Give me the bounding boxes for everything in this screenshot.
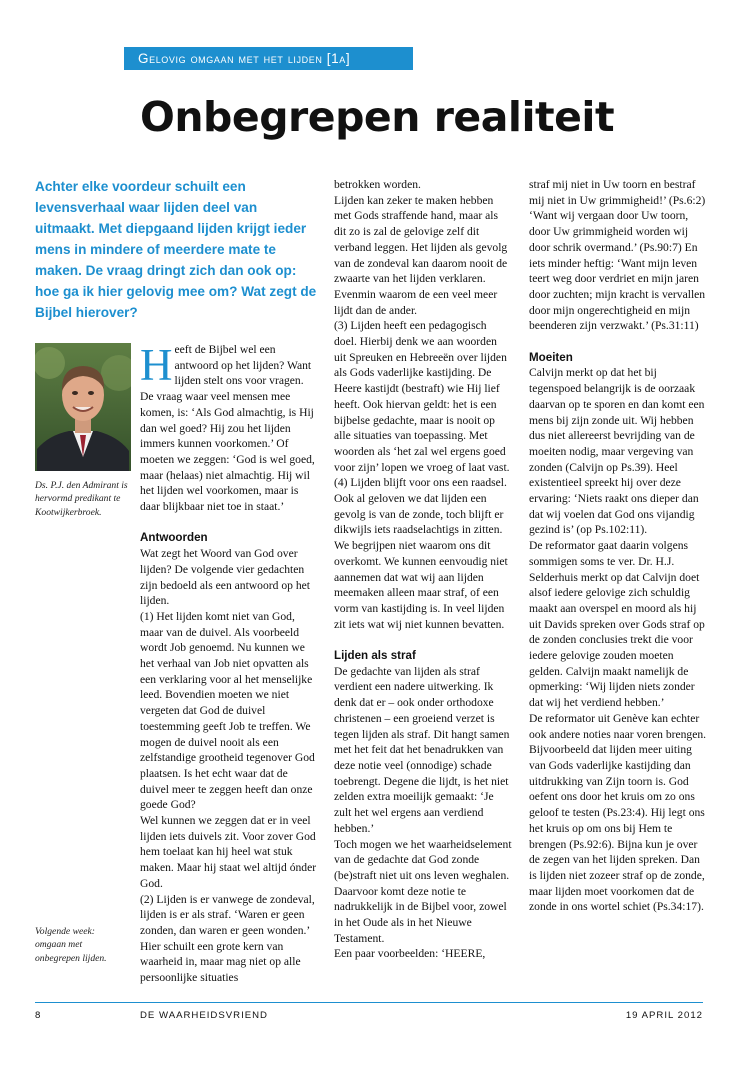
next-week-note: Volgende week: omgaan met onbegrepen lijden. — [35, 926, 107, 964]
paragraph: Lijden kan zeker te maken hebben met Gods straffende hand, maar als dit zo is zal de gelovige zelf dit verband leggen. Het lijden als gevolg van de zondeval kan daarom nooit de zwaarte van het lijden verklaren. Evenmin waarom de een veel meer lijdt dan de ander. — [334, 193, 508, 317]
subheading-antwoorden: Antwoorden — [140, 531, 208, 545]
paragraph: De reformator gaat daarin volgens sommigen soms te ver. Dr. H.J. Selderhuis merkt op dat Calvijn doet alsof iedere gelovige zich schuldig maakt aan overspel en moord als hij uit Davids spreken over Gods straf op de zonden conclusies trekt die voor iedere gelovige zouden moeten gelden. Calvijn maakt namelijk de opmerking: ‘Wij lijden niets zonder dat wij het verdiend hebben.’ — [529, 539, 705, 710]
publication-name: DE WAARHEIDSVRIEND — [140, 1010, 268, 1021]
article-column-2 — [334, 177, 512, 962]
paragraph: De gedachte van lijden als straf verdient een nadere uitwerking. Ik denk dat er – ook onder orthodoxe christenen – een groeiend verzet is tegen lijden als straf. Dit hangt samen met het feit dat het benadrukken van deze notie veel (onnodige) schade toebrengt. Degene die lijdt, is het niet zelden extra moeilijk gemaakt: ‘Je zult het wel ergens aan verdiend hebben.’ — [334, 664, 510, 835]
paragraph: (3) Lijden heeft een pedagogisch doel. Hierbij denk we aan woorden uit Spreuken en Hebreeën over lijden als Gods vaderlijke kastijding. De Heere kastijdt (bestraft) wie Hij lief heeft. Ook hiervan geldt: het is een bijbelse gedachte, maar is nooit op alle situaties van toepassing. Met woorden als ‘het zal wel ergens goed voor zijn’ lopen we vroeg of laat vast. — [334, 319, 510, 474]
article-column-3 — [529, 177, 707, 915]
paragraph: (1) Het lijden komt niet van God, maar van de duivel. Als voorbeeld wordt Job genoemd. Nu kunnen we het verhaal van Job niet opvatten als een verklaring voor al het menselijke leed. Bovendien moeten we niet vergeten dat God de duivel toestemming geeft Job te treffen. We mogen de duivel nooit als een zelfstandige grootheid tegenover God plaatsen. Is het echt waar dat de duivel meer te zeggen heeft dan onze goede God? — [140, 609, 315, 812]
author-portrait-icon — [35, 343, 131, 471]
article-title: Onbegrepen realiteit — [140, 93, 615, 141]
intro-lead: Achter elke voordeur schuilt een levensverhaal waar lijden deel van uitmaakt. Met diepgaand lijden krijgt ieder mens in mindere of meerdere mate te maken. De vraag dringt zich dan ook op: hoe ga ik hier gelovig mee om? Wat zegt de Bijbel hierover? — [35, 179, 317, 320]
section-banner: Gelovig omgaan met het lijden [1a] — [124, 47, 413, 70]
drop-cap: H — [140, 340, 173, 390]
page-number: 8 — [35, 1010, 42, 1021]
paragraph: betrokken worden. — [334, 178, 421, 191]
paragraph: (4) Lijden blijft voor ons een raadsel. Ook al geloven we dat lijden een gevolg is van de zonde, toch blijft er dikwijls iets raadselachtigs in zitten. We begrijpen niet waarom ons dit overkomt. We kunnen eenvoudig niet aannemen dat wat wij aan lijden meemaken alleen maar straf, of een vorm van kastijding is. In veel lijden zit iets wat wij niet kunnen bevatten. — [334, 476, 508, 631]
author-caption: Ds. P.J. den Admirant is hervormd predikant te Kootwijkerbroek. — [35, 480, 128, 518]
footer-rule — [35, 1002, 703, 1003]
paragraph: Toch mogen we het waarheidselement van de gedachte dat God zonde (be)straft niet uit ons leven weghalen. Daarvoor komt deze notie te nadrukkelijk in de Bijbel voor, zowel in het Oude als in het Nieuwe Testament. — [334, 837, 512, 945]
paragraph: Heeft de Bijbel wel een antwoord op het lijden? Want lijden stelt ons voor vragen. De vraag waar veel mensen mee komen, is: ‘Als God almachtig, is Hij dan wel goed? Hij zou het lijden immers kunnen voorkomen.’ Of moeten we zeggen: ‘God is wel goed, maar (helaas) niet almachtig. Hij wil het lijden wel voorkomen, maar is daar blijkbaar niet toe in staat.’ — [140, 340, 315, 514]
paragraph: (2) Lijden is er vanwege de zondeval, lijden is er als straf. ‘Waren er geen zonden, dan waren er geen wonden.’ Hier schuilt een grote kern van waarheid in, maar mag niet op alle persoonlijke situaties — [140, 892, 315, 985]
paragraph: De reformator uit Genève kan echter ook andere noties naar voren brengen. Bijvoorbeeld dat lijden meer uiting van Gods vaderlijke kastijding dan uitdrukking van Zijn toorn is. God oefent ons door het kruis om zo ons geloof te testen (Ps.23:4). Hij legt ons het kruis op om ons bij Hem te brengen (Ps.92:6). Bijna kun je over de zegen van het lijden spreken. Dan is lijden niet zozeer straf op de zonde, maar lijden moet voorkomen dat de zonde in ons wortel schiet (Ps.34:17). — [529, 711, 707, 914]
subheading-lijden-als-straf: Lijden als straf — [334, 649, 416, 663]
article-column-1 — [140, 342, 318, 986]
subheading-moeiten: Moeiten — [529, 350, 573, 364]
issue-date: 19 APRIL 2012 — [625, 1010, 703, 1021]
paragraph: straf mij niet in Uw toorn en bestraf mij niet in Uw grimmigheid!’ (Ps.6:2) ‘Want wij vergaan door Uw toorn, door Uw grimmigheid worden wij door schrik overmand.’ (Ps.90:7) En iets minder heftig: ‘Want mijn leven teert weg door verdriet en mijn jaren door zuchten; mijn kracht is vervallen door mijn ongerechtigheid en mijn beenderen zijn verzwakt.’ (Ps.31:11) — [529, 178, 706, 333]
paragraph: Wel kunnen we zeggen dat er in veel lijden iets duivels zit. Voor zover God hem toelaat kan hij heel wat stuk maken. Maar hij staat wel altijd ónder God. — [140, 814, 317, 890]
paragraph: Een paar voorbeelden: ‘HEERE, — [334, 947, 486, 961]
paragraph: Wat zegt het Woord van God over lijden? De volgende vier gedachten zijn bedoeld als een antwoord op het lijden. — [140, 547, 310, 608]
paragraph: Calvijn merkt op dat het bij tegenspoed belangrijk is de oorzaak daarvan op te sporen en dan komt een mens bij zijn zonde uit. Wij hebben dus niet allereerst bevrijding van de moeiten nodig, maar vergeving van zonden (Calvijn op Ps.39). Heel existentieel spreekt hij over deze ervaring: ‘Niets raakt ons dieper dan dat wij voelen dat God ons vijandig gezind is’ (op Ps.102:11). — [529, 366, 705, 537]
